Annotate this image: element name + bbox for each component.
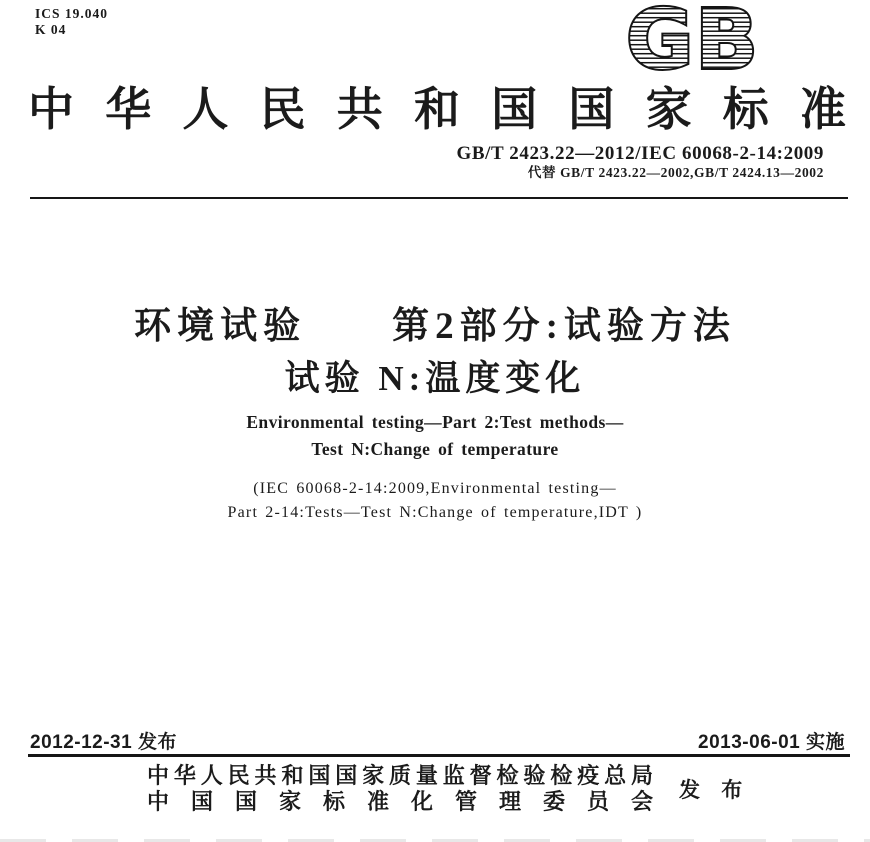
issuer-line2: 中国国家标准化管理委员会: [147, 789, 653, 814]
issuer-row: [147, 763, 750, 815]
standard-number-block: [456, 143, 824, 181]
iec-reference-line2: Part 2-14:Tests—Test N:Change of temperature,IDT ): [227, 504, 643, 521]
national-standard-heading: 中华人民共和国国家标准: [28, 84, 846, 135]
ics-code: ICS 19.040: [35, 6, 109, 21]
gb-logo-icon: [598, 2, 788, 78]
ics-block: [35, 6, 108, 38]
document-title-cn: [0, 303, 870, 402]
dates-row: [30, 727, 845, 754]
title-cn-line1: 环境试验 第2部分:试验方法: [134, 306, 736, 347]
publish-label: 发 布: [679, 778, 751, 802]
standard-number: GB/T 2423.22—2012/IEC 60068-2-14:2009: [456, 143, 824, 164]
iec-reference: [0, 477, 870, 525]
footer-divider-line: [28, 754, 850, 757]
title-en-line1: Environmental testing—Part 2:Test methods—: [246, 412, 624, 432]
superseded-standards: 代替 GB/T 2423.22—2002,GB/T 2424.13—2002: [527, 165, 824, 180]
iec-reference-line1: (IEC 60068-2-14:2009,Environmental testing—: [253, 480, 617, 497]
gb-logo-text: GB: [626, 2, 760, 78]
issuing-agencies: [147, 763, 653, 815]
title-en-line2: Test N:Change of temperature: [311, 439, 559, 459]
title-cn-line2: 试验 N:温度变化: [284, 359, 586, 398]
document-title-en: [0, 409, 870, 463]
implementation-date: 2013-06-01 实施: [698, 732, 845, 753]
classification-code: K 04: [35, 22, 67, 37]
header-divider-line: [30, 197, 848, 199]
issue-date: 2012-12-31 发布: [30, 732, 177, 753]
issuer-line1: 中华人民共和国国家质量监督检验检疫总局: [147, 763, 653, 788]
